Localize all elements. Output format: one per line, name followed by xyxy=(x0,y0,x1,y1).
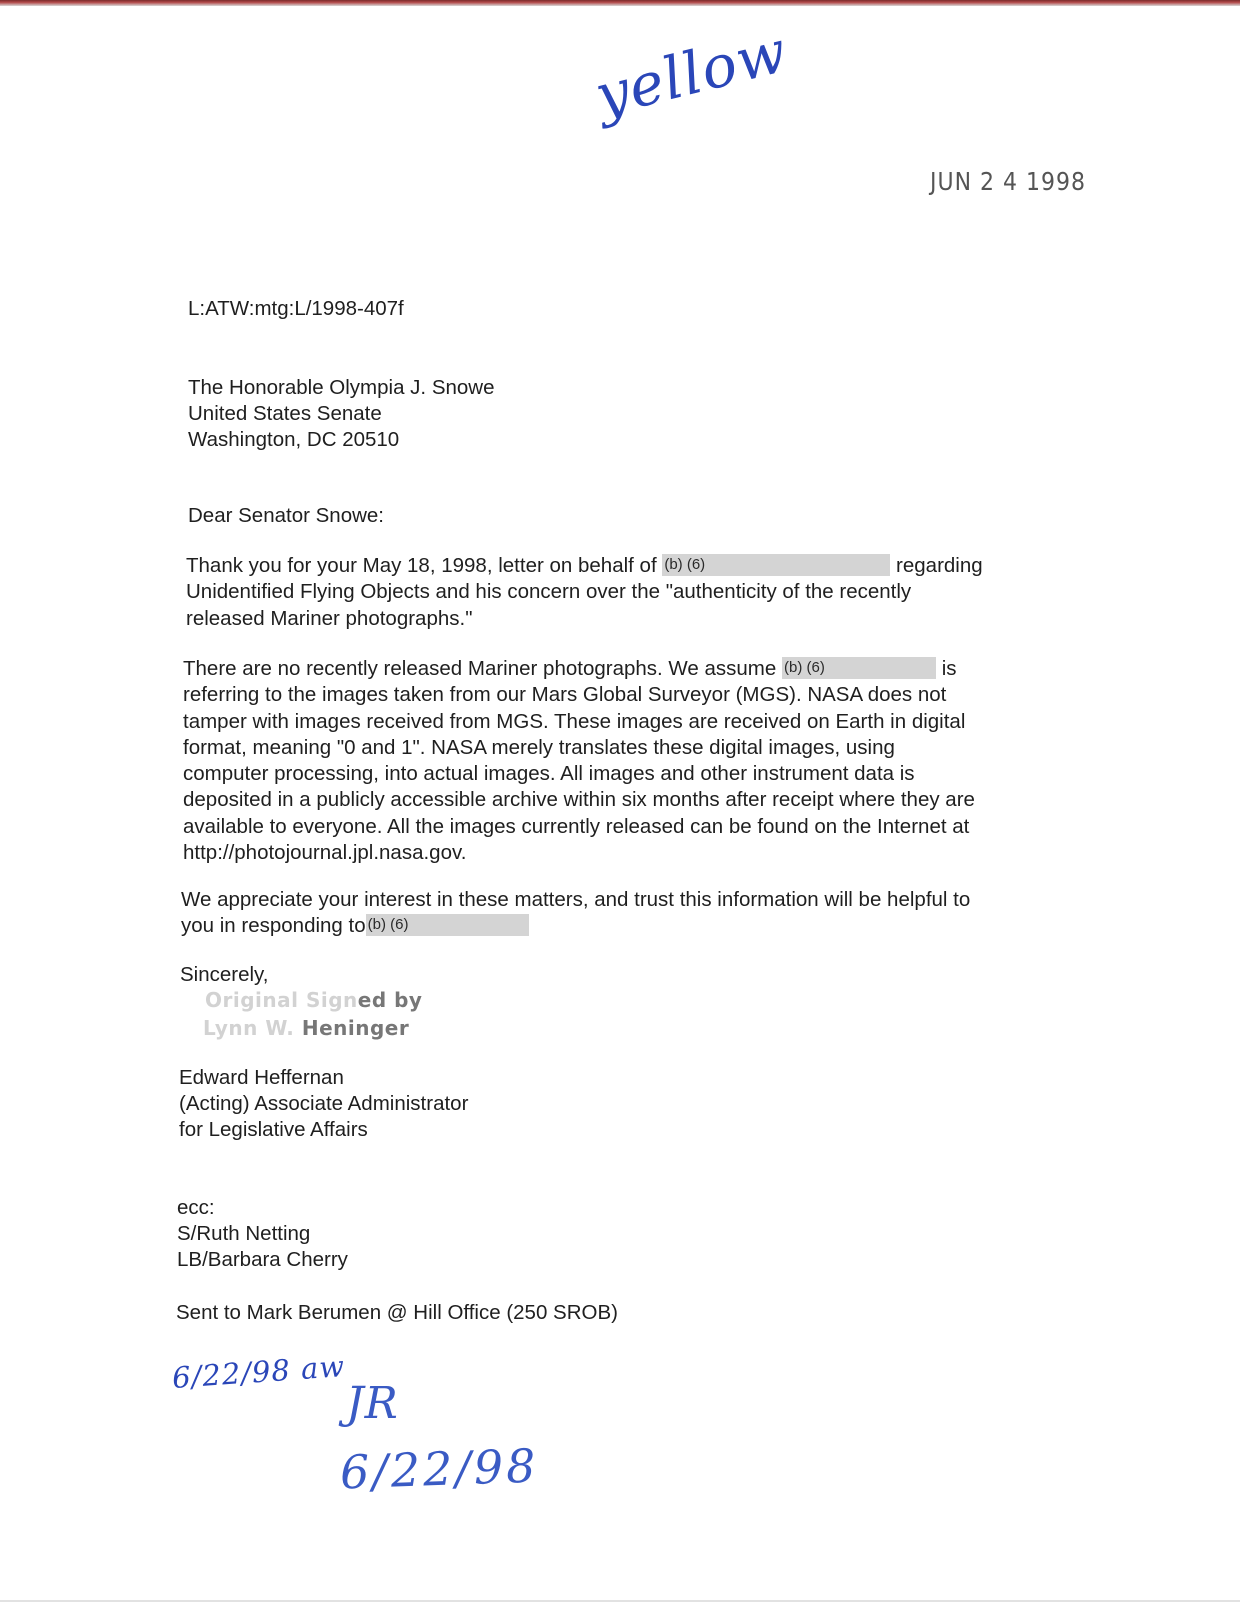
ecc-recipient: S/Ruth Netting xyxy=(177,1222,311,1245)
paragraph-2-line: tamper with images received from MGS. These images are received on Earth in digital xyxy=(183,709,966,733)
paragraph-3-start: you in responding to xyxy=(181,914,366,938)
signature-stamp-line-1 xyxy=(205,988,422,1012)
ecc-label: ecc: xyxy=(177,1196,215,1219)
paragraph-2-line: format, meaning "0 and 1". NASA merely translates these digital images, using xyxy=(183,735,895,759)
redaction-box: (b) (6) xyxy=(662,554,890,576)
signatory-block xyxy=(179,1065,468,1143)
signature-stamp-visible: Heninger xyxy=(301,1016,410,1040)
handwritten-date-1: 6/22/98 aw xyxy=(171,1349,347,1395)
paragraph-2-start: There are no recently released Mariner photographs. We assume xyxy=(183,657,777,680)
sent-note: Sent to Mark Berumen @ Hill Office (250 SROB) xyxy=(176,1301,618,1324)
reference-code: L:ATW:mtg:L/1998-407f xyxy=(188,297,404,320)
bottom-edge-rule xyxy=(0,1600,1240,1602)
paragraph-2 xyxy=(183,656,975,866)
handwritten-initials: JR xyxy=(346,1378,399,1429)
paragraph-2-line: referring to the images taken from our Mars Global Surveyor (MGS). NASA does not xyxy=(183,683,947,707)
paragraph-3-line: We appreciate your interest in these matters, and trust this information will be helpful to xyxy=(181,888,971,911)
paragraph-3-line xyxy=(181,913,970,939)
paragraph-2-line: http://photojournal.jpl.nasa.gov. xyxy=(183,841,467,865)
paragraph-3 xyxy=(181,887,970,940)
received-date-stamp: JUN 2 4 1998 xyxy=(930,168,1087,197)
paragraph-1 xyxy=(186,553,983,632)
signatory-dept: for Legislative Affairs xyxy=(179,1118,368,1141)
addressee-block xyxy=(188,375,495,453)
redaction-box: (b) (6) xyxy=(366,914,529,936)
ecc-block xyxy=(177,1195,348,1273)
paragraph-1-end: regarding xyxy=(896,554,983,577)
addressee-org: United States Senate xyxy=(188,402,382,425)
paragraph-2-end: is xyxy=(941,657,957,680)
signatory-name: Edward Heffernan xyxy=(179,1066,344,1089)
paragraph-1-line xyxy=(186,553,983,579)
handwritten-color-note: yellow xyxy=(588,16,794,130)
top-edge-rule xyxy=(0,0,1240,6)
signature-stamp-faded: Lynn W. xyxy=(203,1016,302,1040)
signature-stamp-faded: Original Sign xyxy=(205,988,358,1012)
closing: Sincerely, xyxy=(180,963,269,986)
paragraph-1-line: Unidentified Flying Objects and his concern over the "authenticity of the recently xyxy=(186,580,912,604)
handwritten-date-2: 6/22/98 xyxy=(339,1438,540,1500)
paragraph-2-line: deposited in a publicly accessible archive within six months after receipt where they are xyxy=(183,788,975,812)
addressee-city: Washington, DC 20510 xyxy=(188,428,400,451)
paragraph-2-line xyxy=(183,656,975,682)
signature-stamp-visible: ed by xyxy=(357,988,423,1012)
addressee-name: The Honorable Olympia J. Snowe xyxy=(188,376,495,399)
redaction-box: (b) (6) xyxy=(782,657,936,679)
paragraph-2-line: available to everyone. All the images currently released can be found on the Internet at xyxy=(183,814,970,838)
ecc-recipient: LB/Barbara Cherry xyxy=(177,1248,348,1271)
salutation: Dear Senator Snowe: xyxy=(188,504,385,527)
paragraph-2-line: computer processing, into actual images. All images and other instrument data is xyxy=(183,762,915,786)
signature-stamp-line-2 xyxy=(203,1016,409,1040)
paragraph-1-start: Thank you for your May 18, 1998, letter on behalf of xyxy=(186,554,657,577)
paragraph-1-line: released Mariner photographs." xyxy=(186,606,473,630)
signatory-title: (Acting) Associate Administrator xyxy=(179,1092,469,1115)
